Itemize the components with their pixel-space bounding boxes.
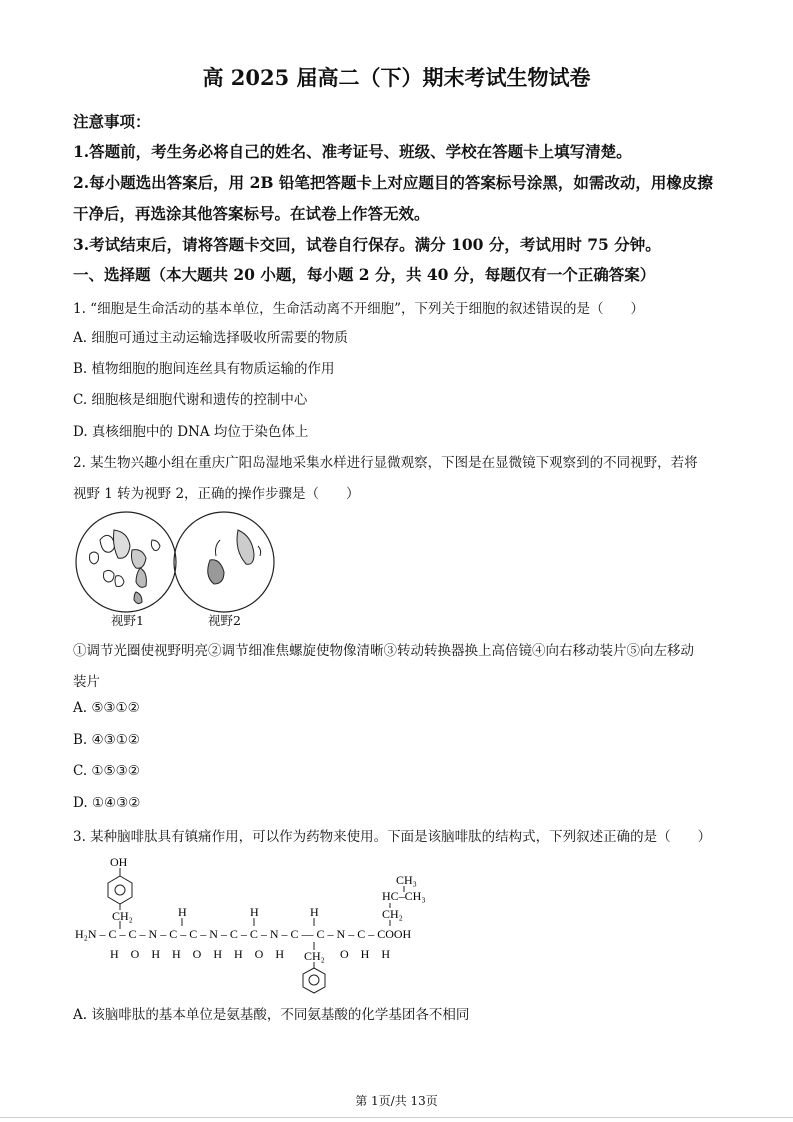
q2-option-b: B. ④③①② [73,732,140,748]
q1-option-d: D. 真核细胞中的 DNA 均位于染色体上 [73,424,309,440]
q2-stem-line2: 视野 1 转为视野 2，正确的操作步骤是（ ） [73,486,360,502]
ch2-leu: CH₂ [382,907,403,921]
top-h-3: H [310,905,319,919]
q2-option-d: D. ①④③② [73,795,141,811]
ch2-phe: CH₂ [304,949,325,963]
view-1-label: 视野1 [111,613,144,628]
q2-steps-line2: 装片 [73,674,100,690]
notice-item-3: 3.考试结束后，请将答题卡交回，试卷自行保存。满分 100 分，考试用时 75 分钟。 [73,235,661,254]
hc-ch3: HC–CH₃ [382,889,426,903]
phenyl-ring [303,968,325,993]
notice-item-1: 1.答题前，考生务必将自己的姓名、准考证号、班级、学校在答题卡上填写清楚。 [73,142,632,161]
top-h-1: H [178,905,187,919]
bottom-atoms: H O H H O H H O H [110,947,284,961]
q2-stem-line1: 2. 某生物兴趣小组在重庆广阳岛湿地采集水样进行显微观察，下图是在显微镜下观察到的不同视野，若将 [73,455,698,471]
page-footer: 第 1页/共 13页 [355,1094,438,1108]
ch3-top: CH₃ [396,873,417,887]
notice-item-2-cont: 干净后，再选涂其他答案标号。在试卷上作答无效。 [73,204,430,223]
q1-stem: 1. “细胞是生命活动的基本单位，生命活动离不开细胞”，下列关于细胞的叙述错误的是（ ） [73,301,644,317]
view-2-circle [174,512,274,612]
microscope-views-figure [70,510,280,630]
peptide-backbone: H₂N – C – C – N – C – C – N – C – C – N – C ― C – N – C – COOH [75,927,412,941]
view-1-circle [76,512,176,612]
notice-item-2: 2.每小题选出答案后，用 2B 铅笔把答题卡上对应题目的答案标号涂黑，如需改动，用橡皮擦 [73,173,713,192]
oh-group: OH [110,855,128,869]
bottom-right-atoms: O H H [340,947,390,961]
q1-option-a: A. 细胞可通过主动运输选择吸收所需要的物质 [73,330,348,346]
notice-heading: 注意事项： [73,112,151,131]
q3-option-a: A. 该脑啡肽的基本单位是氨基酸，不同氨基酸的化学基团各不相同 [73,1007,470,1023]
ch2-tyr: CH₂ [112,909,133,923]
view-2-label: 视野2 [208,613,241,628]
q2-steps-line1: ①调节光圈使视野明亮②调节细准焦螺旋使物像清晰③转动转换器换上高倍镜④向右移动装片⑤向左移动 [73,643,694,659]
page-title: 高 2025 届高二（下）期末考试生物试卷 [202,65,591,90]
section-heading: 一、选择题（本大题共 20 小题，每小题 2 分，共 40 分，每题仅有一个正确答案） [73,265,656,284]
q2-option-c: C. ①⑤③② [73,763,140,779]
q1-option-c: C. 细胞核是细胞代谢和遗传的控制中心 [73,392,308,408]
enkephalin-structural-formula [70,850,470,1000]
bottom-divider [0,1117,793,1118]
q2-option-a: A. ⑤③①② [73,700,140,716]
top-h-2: H [250,905,259,919]
q1-option-b: B. 植物细胞的胞间连丝具有物质运输的作用 [73,361,335,377]
q3-stem: 3. 某种脑啡肽具有镇痛作用，可以作为药物来使用。下面是该脑啡肽的结构式，下列叙述正确的是（ ） [73,829,712,845]
